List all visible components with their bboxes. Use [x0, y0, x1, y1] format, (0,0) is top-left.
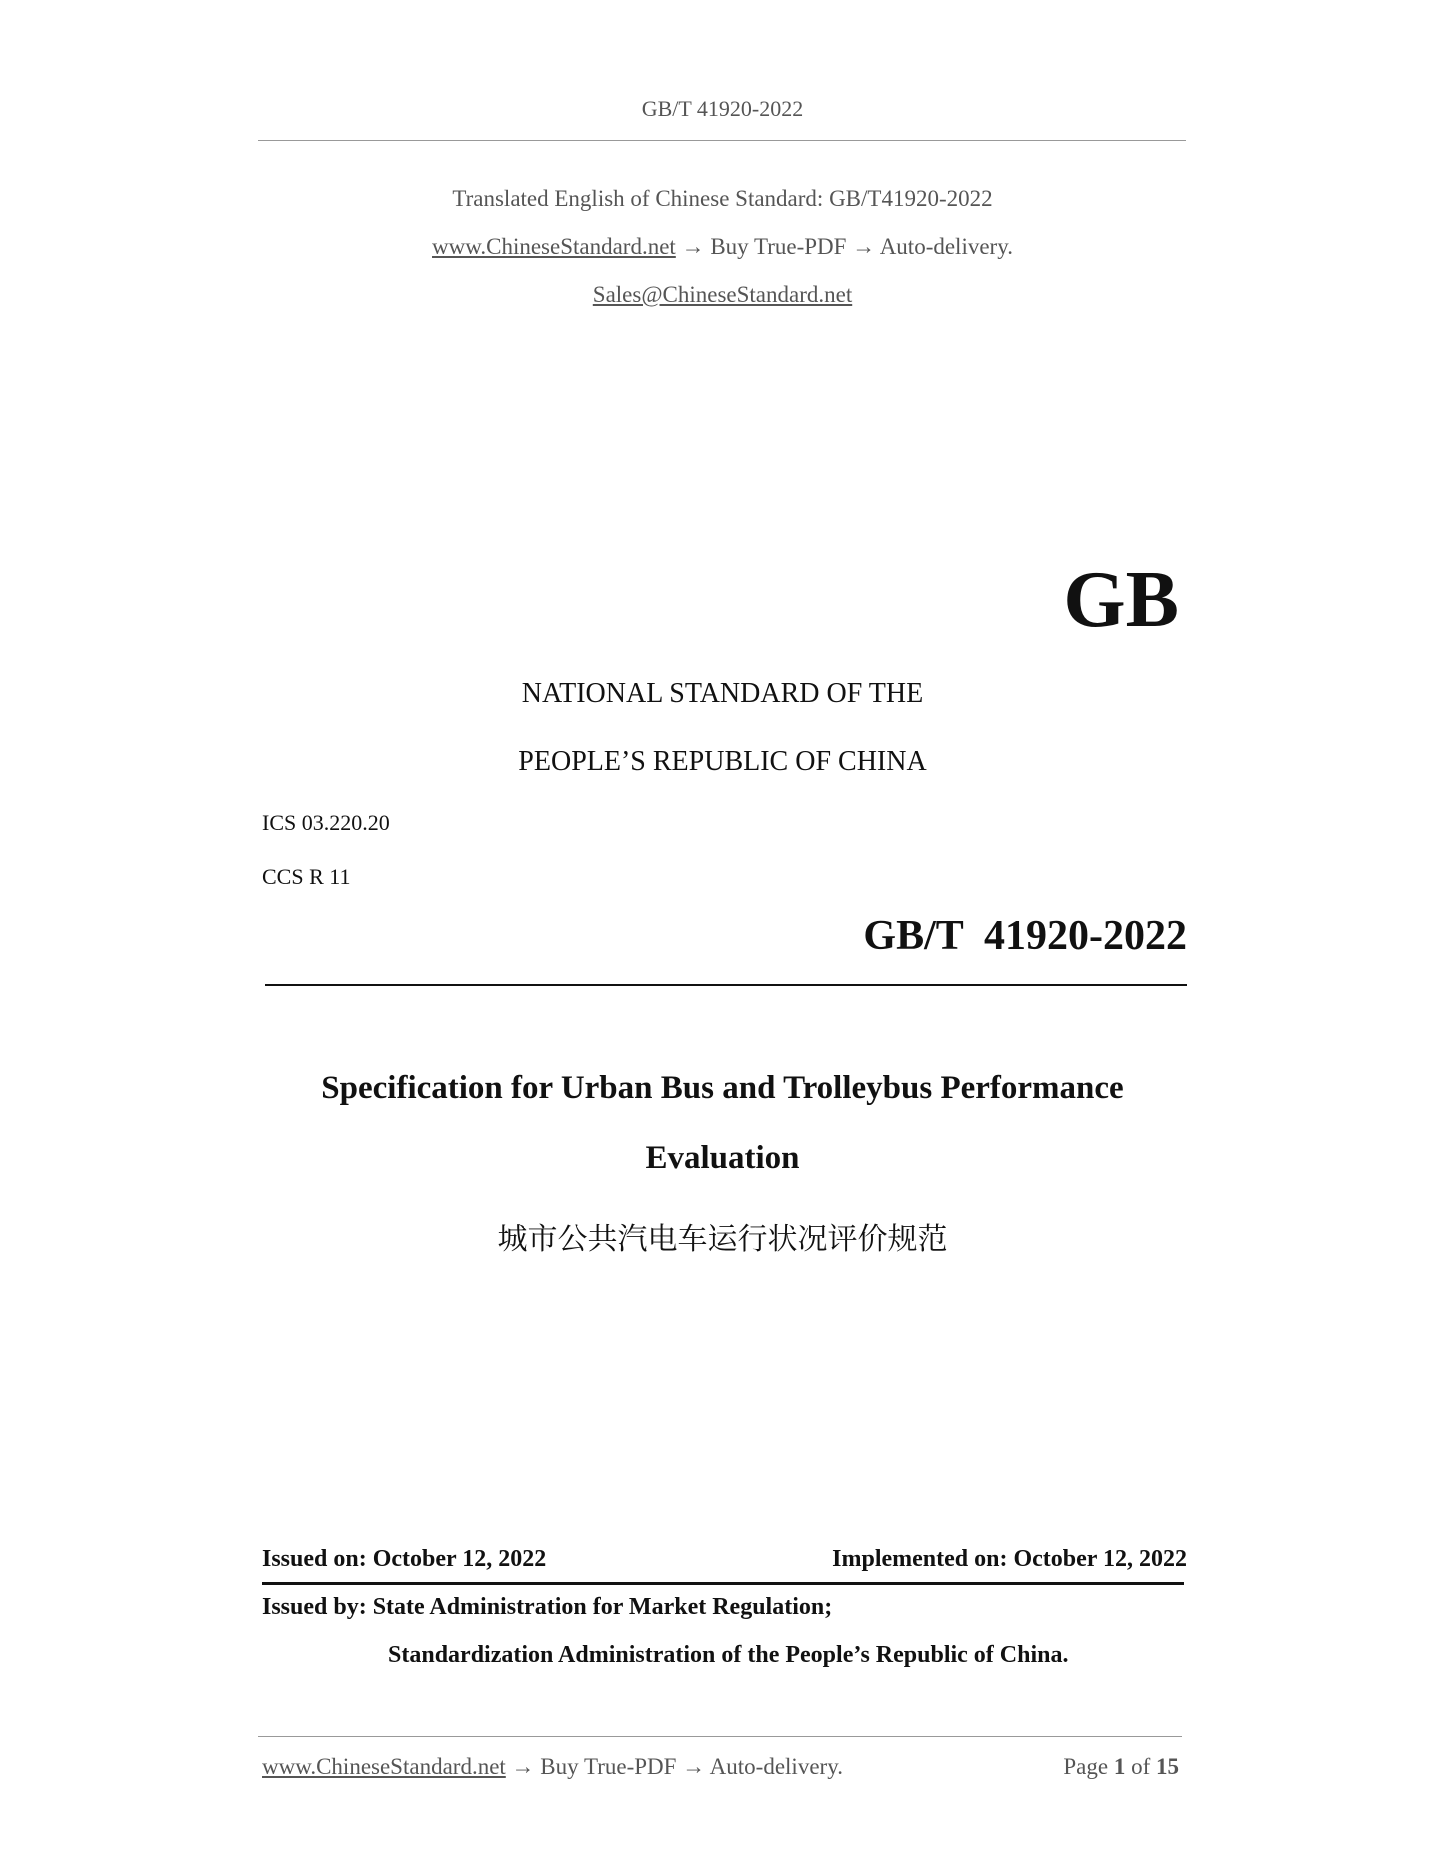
page-current: 1	[1113, 1754, 1126, 1779]
footer-site-link[interactable]: www.ChineseStandard.net	[262, 1754, 506, 1779]
ccs-code: CCS R 11	[262, 864, 351, 889]
gb-mark: GB	[1063, 556, 1179, 644]
page-indicator	[1063, 1754, 1179, 1780]
email-line	[0, 282, 1445, 308]
ics-code: ICS 03.220.20	[262, 810, 390, 835]
auto-delivery-text: Auto-delivery.	[879, 234, 1013, 259]
footer-auto-delivery-text: Auto-delivery.	[709, 1754, 843, 1779]
footer-buy-true-pdf-text: Buy True-PDF	[540, 1754, 677, 1779]
running-header-title: GB/T 41920-2022	[641, 96, 804, 121]
arrow-right-icon: →	[681, 234, 705, 259]
national-standard-line1: NATIONAL STANDARD OF THE	[521, 678, 924, 709]
translated-line: Translated English of Chinese Standard: GB/T41920-2022	[452, 186, 993, 211]
page-label: Page	[1063, 1754, 1109, 1779]
site-link[interactable]: www.ChineseStandard.net	[432, 234, 676, 259]
issued-on: Issued on: October 12, 2022	[262, 1546, 547, 1572]
issued-by-line2: Standardization Administration of the People’s Republic of China.	[388, 1642, 1069, 1668]
standard-number-divider	[265, 984, 1187, 986]
implemented-on: Implemented on: October 12, 2022	[832, 1546, 1187, 1572]
standard-number: GB/T 41920-2022	[863, 913, 1187, 959]
issue-divider	[262, 1582, 1184, 1585]
title-en-line2: Evaluation	[645, 1140, 800, 1176]
site-line	[0, 234, 1445, 260]
national-standard-line2: PEOPLE’S REPUBLIC OF CHINA	[518, 746, 927, 777]
page-of: of	[1131, 1754, 1151, 1779]
footer-divider	[258, 1736, 1182, 1737]
sales-email-link[interactable]: Sales@ChineseStandard.net	[592, 282, 853, 307]
page-total: 15	[1156, 1754, 1179, 1779]
header-divider	[258, 140, 1186, 141]
footer-site-line	[262, 1754, 843, 1780]
arrow-right-icon: →	[511, 1754, 535, 1779]
issued-by-line1: Issued by: State Administration for Market Regulation;	[262, 1594, 833, 1620]
buy-true-pdf-text: Buy True-PDF	[710, 234, 847, 259]
title-en-line1: Specification for Urban Bus and Trolleybus Performance	[321, 1070, 1124, 1106]
arrow-right-icon: →	[852, 234, 876, 259]
title-cn: 城市公共汽电车运行状况评价规范	[497, 1222, 948, 1257]
arrow-right-icon: →	[682, 1754, 706, 1779]
